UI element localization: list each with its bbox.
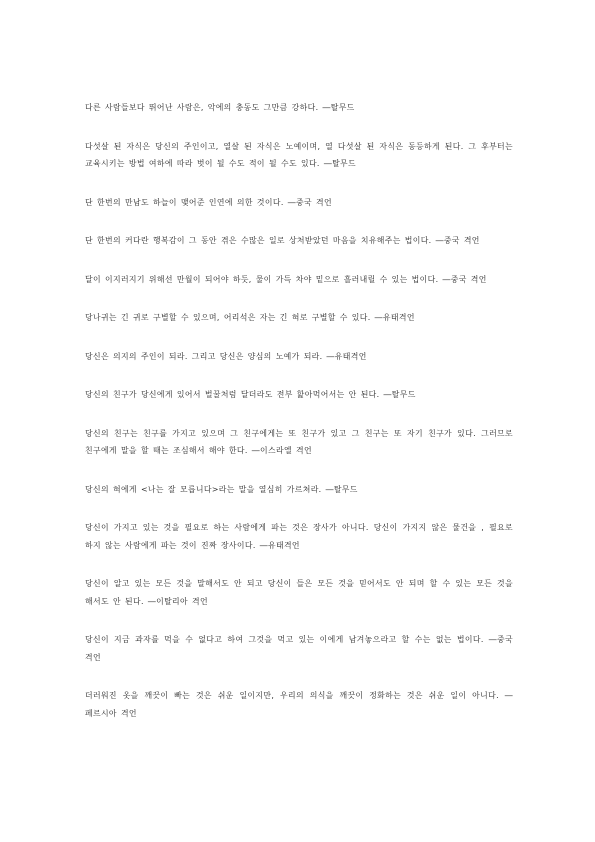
quote-paragraph: 당신이 알고 있는 모든 것을 말해서도 안 되고 당신이 들은 모든 것을 믿어서도 안 되며 할 수 있는 모든 것을 해서도 안 된다. ―이탈리아 격언 [85,579,513,606]
quote-paragraph: 다섯살 된 자식은 당신의 주인이고, 열살 된 자식은 노예이며, 열 다섯살 된 자식은 동등하게 된다. 그 후부터는 교육시키는 방법 여하에 따라 벗이 될 수도 적이 될 수도 있다. ―탈무드 [85,141,513,168]
quote-paragraph: 달이 이지러지기 위해선 만월이 되어야 하듯, 물이 가득 차야 밑으로 흘러내릴 수 있는 법이다. ―중국 격언 [85,274,487,284]
quote-paragraph: 당신의 친구는 친구를 가지고 있으며 그 친구에게는 또 친구가 있고 그 친구는 또 자기 친구가 있다. 그러므로 친구에게 말을 할 때는 조심해서 해야 한다. ―이스라엘 격언 [85,428,513,455]
quote-paragraph: 당신의 친구가 당신에게 있어서 벌꿀처럼 달더라도 전부 핥아먹어서는 안 된다. ―탈무드 [85,390,416,399]
quote-paragraph: 다른 사람들보다 뛰어난 사람은, 악에의 충동도 그만큼 강하다. ―탈무드 [85,103,355,112]
quote-paragraph: 당신의 혀에게 <나는 잘 모릅니다>라는 말을 열심히 가르쳐라. ―탈무드 [85,484,358,494]
quote-paragraph: 당신이 지금 과자를 먹을 수 없다고 하여 그것을 먹고 있는 이에게 남겨놓으라고 할 수는 없는 법이다. ―중국 격언 [85,635,513,662]
quote-paragraph: 더러워진 옷을 깨끗이 빠는 것은 쉬운 일이지만, 우리의 의식을 깨끗이 정화하는 것은 쉬운 일이 아니다. ―페르시아 격언 [85,691,513,718]
quote-paragraph: 당신이 가지고 있는 것을 필요로 하는 사람에게 파는 것은 장사가 아니다. 당신이 가지지 않은 물건을 , 필요로 하지 않는 사람에게 파는 것이 진짜 장사이다. ―유태격언 [85,523,513,550]
quote-paragraph: 단 한번의 만남도 하늘이 맺어준 인연에 의한 것이다. ―중국 격언 [85,197,332,207]
quote-list [85,99,513,743]
quote-paragraph: 당신은 의지의 주인이 되라. 그리고 당신은 양심의 노예가 되라. ―유태격언 [85,351,367,361]
quote-paragraph: 단 한번의 커다란 행복감이 그 동안 겪은 수많은 일로 상처받았던 마음을 치유해주는 법이다. ―중국 격언 [85,236,480,245]
quote-paragraph: 당나귀는 긴 귀로 구별할 수 있으며, 어리석은 자는 긴 혀로 구별할 수 있다. ―유태격언 [85,313,415,322]
